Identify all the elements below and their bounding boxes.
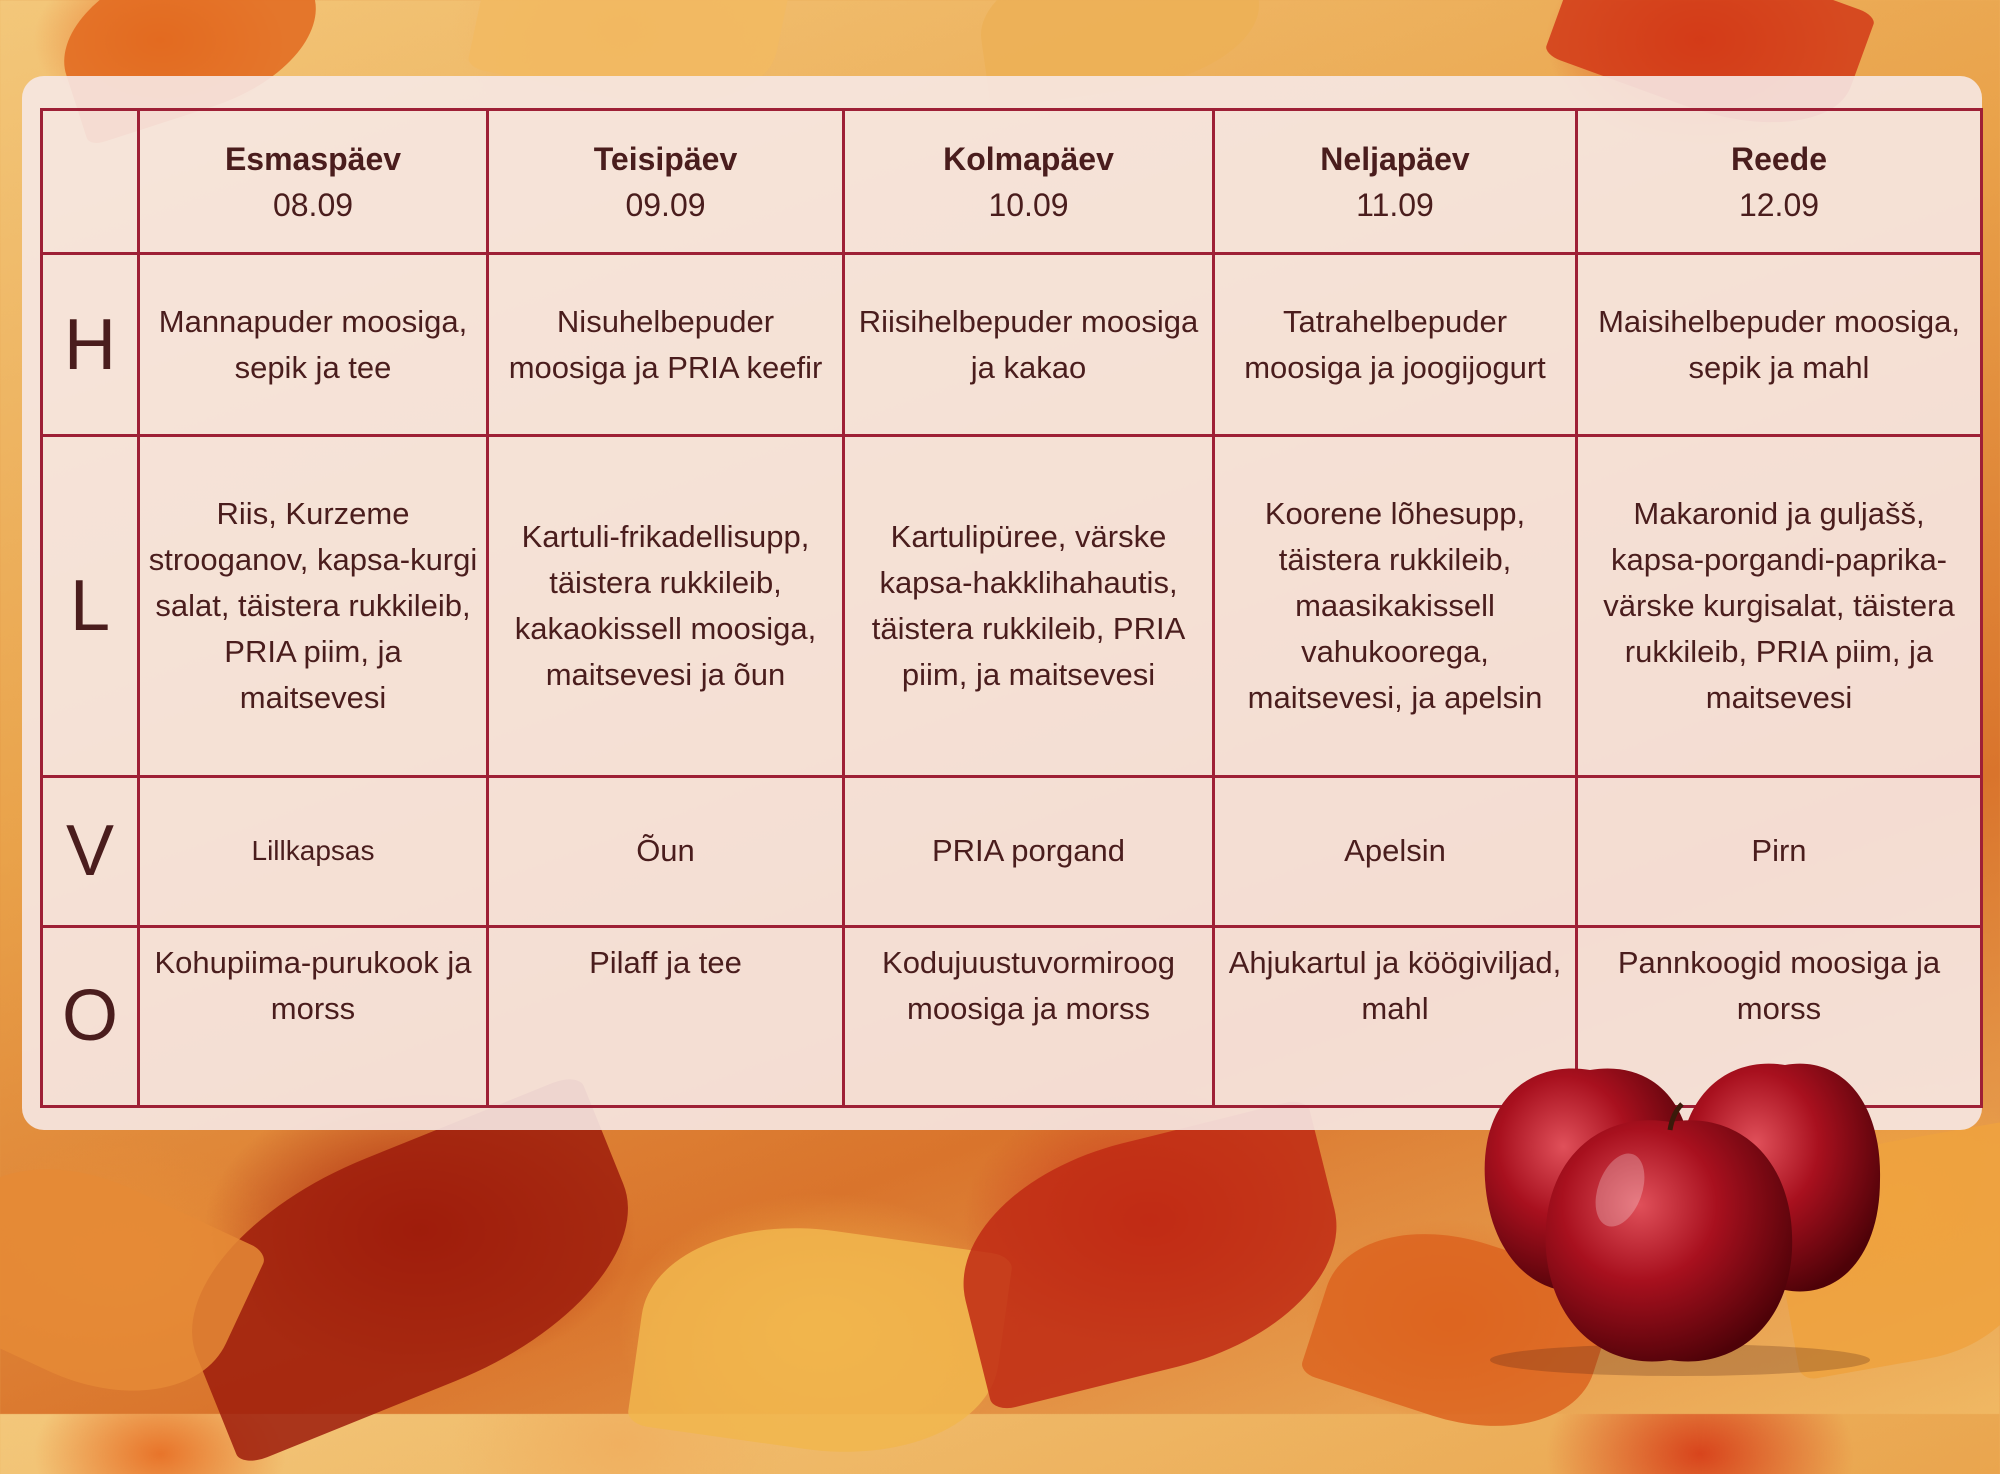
menu-cell: Koorene lõhesupp, täistera rukkileib, maasikakissell vahukoorega, maitsevesi, ja apelsin — [1214, 436, 1577, 776]
menu-cell: PRIA porgand — [844, 776, 1214, 926]
menu-cell: Riisihelbepuder moosiga ja kakao — [844, 254, 1214, 436]
menu-cell: Nisuhelbepuder moosiga ja PRIA keefir — [488, 254, 844, 436]
day-header — [1214, 110, 1577, 254]
menu-cell: Kartuli-frikadellisupp, täistera rukkileib, kakaokissell moosiga, maitsevesi ja õun — [488, 436, 844, 776]
day-header — [139, 110, 488, 254]
day-name: Esmaspäev — [224, 140, 402, 177]
day-date: 11.09 — [1356, 186, 1434, 223]
day-date: 08.09 — [272, 186, 354, 223]
weekly-menu-table — [40, 108, 1983, 1108]
menu-cell: Pilaff ja tee — [488, 926, 844, 1106]
menu-cell: Mannapuder moosiga, sepik ja tee — [139, 254, 488, 436]
menu-cell: Apelsin — [1214, 776, 1577, 926]
menu-cell: Makaronid ja guljašš, kapsa-porgandi-paprika-värske kurgisalat, täistera rukkileib, PRIA piim, ja maitsevesi — [1577, 436, 1982, 776]
menu-cell: Riis, Kurzeme strooganov, kapsa-kurgi salat, täistera rukkileib, PRIA piim, ja maitsevesi — [139, 436, 488, 776]
day-date: 09.09 — [625, 186, 706, 223]
menu-cell: Kartulipüree, värske kapsa-hakklihahautis, täistera rukkileib, PRIA piim, ja maitsevesi — [844, 436, 1214, 776]
day-name: Kolmapäev — [943, 140, 1114, 177]
day-date: 12.09 — [1738, 186, 1820, 223]
menu-cell: Õun — [488, 776, 844, 926]
header-row — [42, 110, 1982, 254]
day-name: Neljapäev — [1320, 140, 1470, 177]
day-header — [1577, 110, 1982, 254]
row-label: L — [42, 436, 139, 776]
lunch-row — [42, 436, 1982, 776]
day-header — [844, 110, 1214, 254]
menu-cell: Maisihelbepuder moosiga, sepik ja mahl — [1577, 254, 1982, 436]
breakfast-row — [42, 254, 1982, 436]
menu-cell: Tatrahelbepuder moosiga ja joogijogurt — [1214, 254, 1577, 436]
menu-cell: Lillkapsas — [139, 776, 488, 926]
row-label: O — [42, 926, 139, 1106]
day-date: 10.09 — [988, 186, 1069, 223]
menu-cell: Kodujuustuvormiroog moosiga ja morss — [844, 926, 1214, 1106]
corner-cell — [42, 110, 139, 254]
day-header — [488, 110, 844, 254]
day-name: Teisipäev — [593, 140, 738, 177]
day-name: Reede — [1730, 140, 1828, 177]
menu-cell: Pannkoogid moosiga ja morss — [1577, 926, 1982, 1106]
menu-cell: Kohupiima-purukook ja morss — [139, 926, 488, 1106]
snack-row — [42, 776, 1982, 926]
row-label: V — [42, 776, 139, 926]
red-apples-illustration — [1470, 1060, 1890, 1380]
row-label: H — [42, 254, 139, 436]
menu-cell: Pirn — [1577, 776, 1982, 926]
menu-cell: Ahjukartul ja köögiviljad, mahl — [1214, 926, 1577, 1106]
